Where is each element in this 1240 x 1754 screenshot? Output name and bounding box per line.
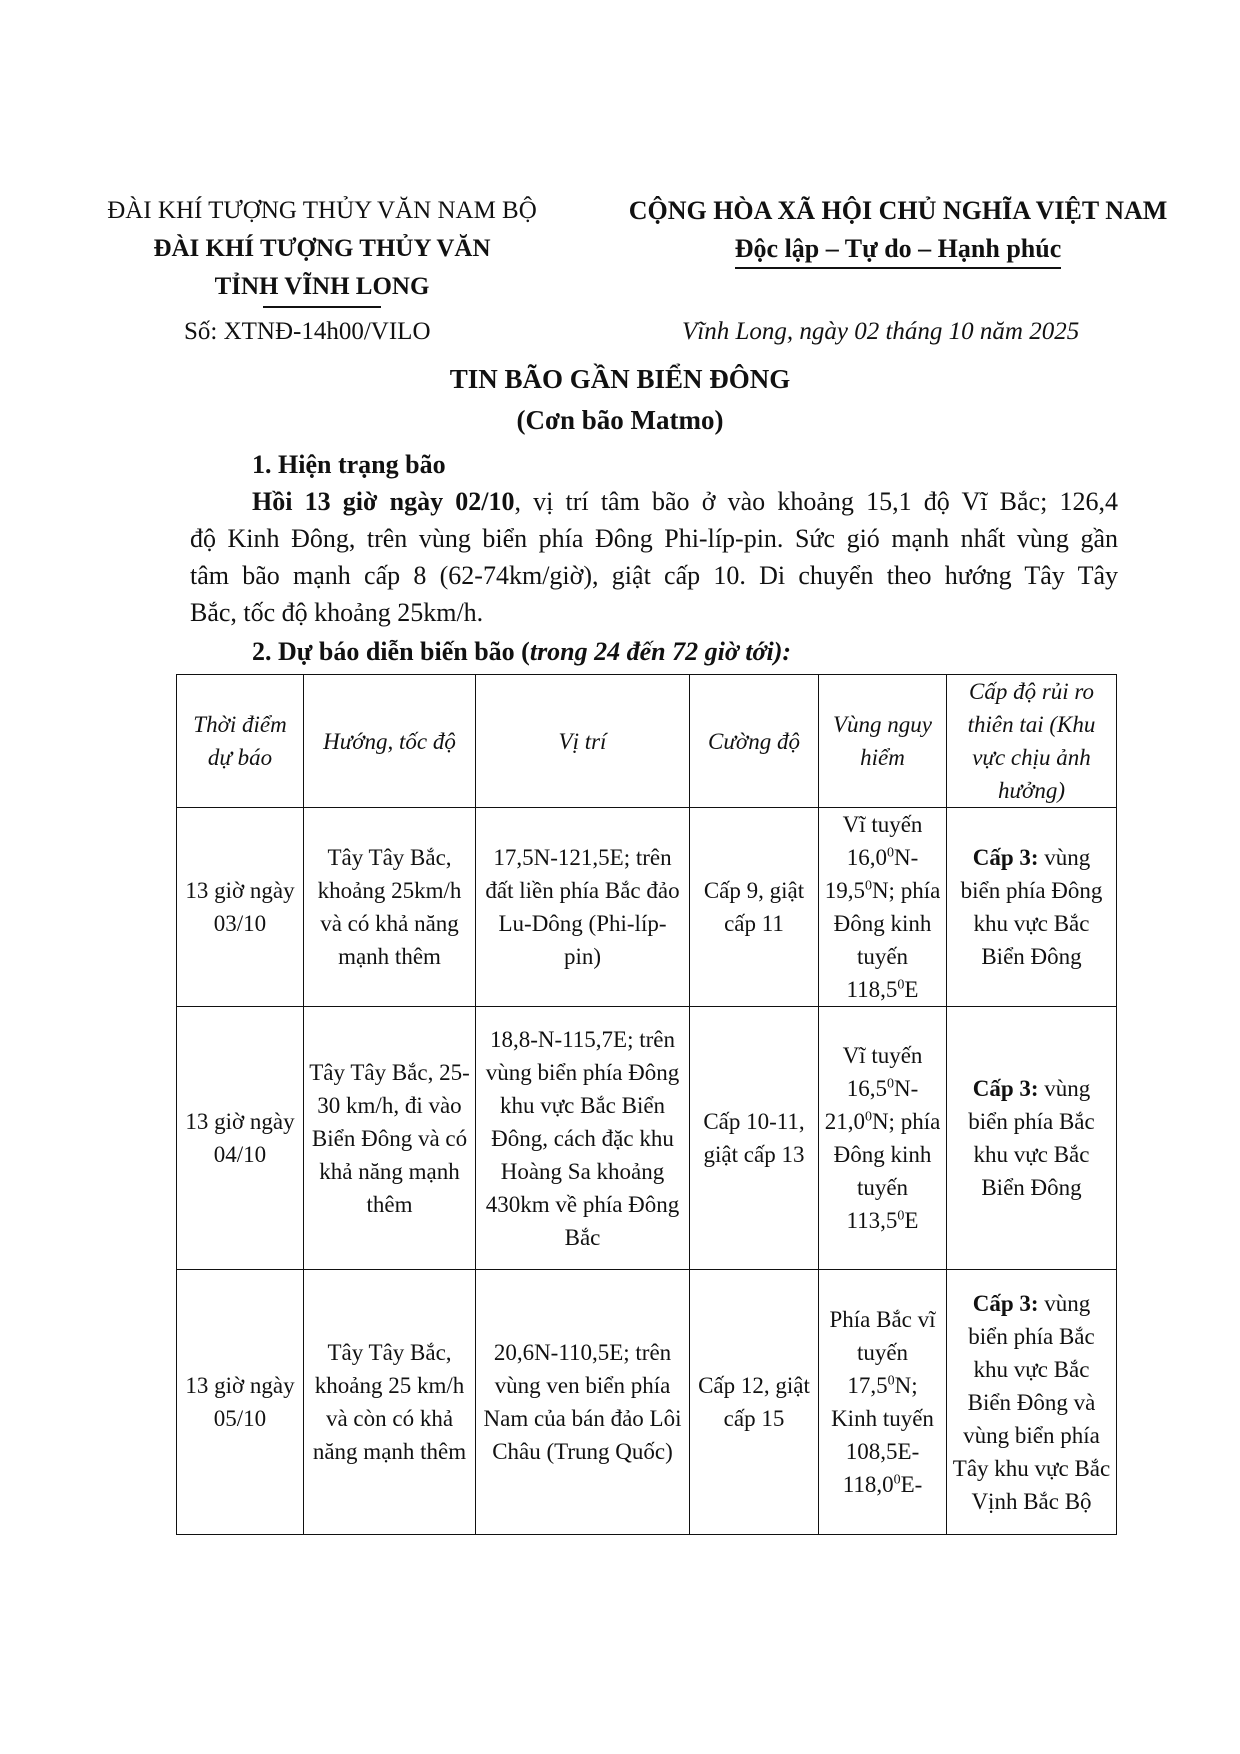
cell-time: 13 giờ ngày 03/10	[177, 808, 304, 1007]
section1-lead: Hồi 13 giờ ngày 02/10	[252, 487, 515, 516]
section2-heading: 2. Dự báo diễn biến bão (trong 24 đến 72 giờ tới):	[252, 637, 792, 666]
document-title: TIN BÃO GẦN BIỂN ĐÔNG	[449, 364, 791, 394]
cell-intensity: Cấp 10-11, giật cấp 13	[690, 1007, 819, 1270]
cell-position: 20,6N-110,5E; trên vùng ven biển phía Nam của bán đảo Lôi Châu (Trung Quốc)	[476, 1270, 690, 1535]
agency-province: TỈNH VĨNH LONG	[214, 273, 430, 300]
header-position: Vị trí	[476, 675, 690, 808]
section1-line1: Hồi 13 giờ ngày 02/10, vị trí tâm bão ở vào khoảng 15,1 độ Vĩ Bắc; 126,4	[252, 487, 1118, 516]
national-header	[608, 192, 1188, 269]
table-row	[177, 1270, 1117, 1535]
agency-name: ĐÀI KHÍ TƯỢNG THỦY VĂN	[153, 235, 491, 262]
cell-danger-zone: Phía Bắc vĩ tuyến 17,5$^0$N; Kinh tuyến 108,5E-118,0$^0$E-	[819, 1270, 947, 1535]
cell-position: 17,5N-121,5E; trên đất liền phía Bắc đảo Lu-Dông (Phi-líp-pin)	[476, 808, 690, 1007]
cell-intensity: Cấp 9, giật cấp 11	[690, 808, 819, 1007]
document-date: Vĩnh Long, ngày 02 tháng 10 năm 2025	[682, 318, 1080, 345]
cell-direction: Tây Tây Bắc, khoảng 25 km/h và còn có khả năng mạnh thêm	[304, 1270, 476, 1535]
section1-heading: 1. Hiện trạng bão	[252, 450, 446, 479]
table-row	[177, 1007, 1117, 1270]
table-header-row	[177, 675, 1117, 808]
cell-direction: Tây Tây Bắc, khoảng 25km/h và có khả năng mạnh thêm	[304, 808, 476, 1007]
section1-line2: độ Kinh Đông, trên vùng biển phía Đông Phi-líp-pin. Sức gió mạnh nhất vùng gần	[190, 524, 1118, 553]
cell-position: 18,8-N-115,7E; trên vùng biển phía Đông khu vực Bắc Biển Đông, cách đặc khu Hoàng Sa khoảng 430km về phía Đông Bắc	[476, 1007, 690, 1270]
agency-header	[82, 192, 562, 308]
header-danger-zone: Vùng nguy hiểm	[819, 675, 947, 808]
cell-risk-level: Cấp 3: vùng biển phía Bắc khu vực Bắc Biển Đông	[947, 1007, 1117, 1270]
parent-agency: ĐÀI KHÍ TƯỢNG THỦY VĂN NAM BỘ	[107, 197, 537, 224]
cell-danger-zone: Vĩ tuyến 16,5$^0$N-21,0$^0$N; phía Đông kinh tuyến 113,5$^0$E	[819, 1007, 947, 1270]
header-intensity: Cường độ	[690, 675, 819, 808]
cell-danger-zone: Vĩ tuyến 16,0$^0$N-19,5$^0$N; phía Đông kinh tuyến 118,5$^0$E	[819, 808, 947, 1007]
cell-direction: Tây Tây Bắc, 25-30 km/h, đi vào Biển Đông và có khả năng mạnh thêm	[304, 1007, 476, 1270]
cell-risk-level: Cấp 3: vùng biển phía Bắc khu vực Bắc Biển Đông và vùng biển phía Tây khu vực Bắc Vịnh Bắc Bộ	[947, 1270, 1117, 1535]
table-row	[177, 808, 1117, 1007]
header-time: Thời điểm dự báo	[177, 675, 304, 808]
cell-time: 13 giờ ngày 04/10	[177, 1007, 304, 1270]
cell-intensity: Cấp 12, giật cấp 15	[690, 1270, 819, 1535]
document-number: Số: XTNĐ-14h00/VILO	[184, 318, 431, 345]
document-subtitle: (Cơn bão Matmo)	[516, 405, 724, 435]
national-motto: Độc lập – Tự do – Hạnh phúc	[735, 231, 1062, 269]
cell-time: 13 giờ ngày 05/10	[177, 1270, 304, 1535]
header-risk-level: Cấp độ rủi ro thiên tai (Khu vực chịu ảnh hưởng)	[947, 675, 1117, 808]
section1-line3: tâm bão mạnh cấp 8 (62-74km/giờ), giật cấp 10. Di chuyển theo hướng Tây Tây	[190, 561, 1118, 590]
header-direction: Hướng, tốc độ	[304, 675, 476, 808]
forecast-table	[176, 674, 1117, 1535]
header-divider	[263, 306, 381, 308]
national-name: CỘNG HÒA XÃ HỘI CHỦ NGHĨA VIỆT NAM	[628, 196, 1168, 225]
section1-line4: Bắc, tốc độ khoảng 25km/h.	[190, 598, 484, 627]
cell-risk-level: Cấp 3: vùng biển phía Đông khu vực Bắc Biển Đông	[947, 808, 1117, 1007]
section1-paragraph	[190, 483, 1118, 631]
